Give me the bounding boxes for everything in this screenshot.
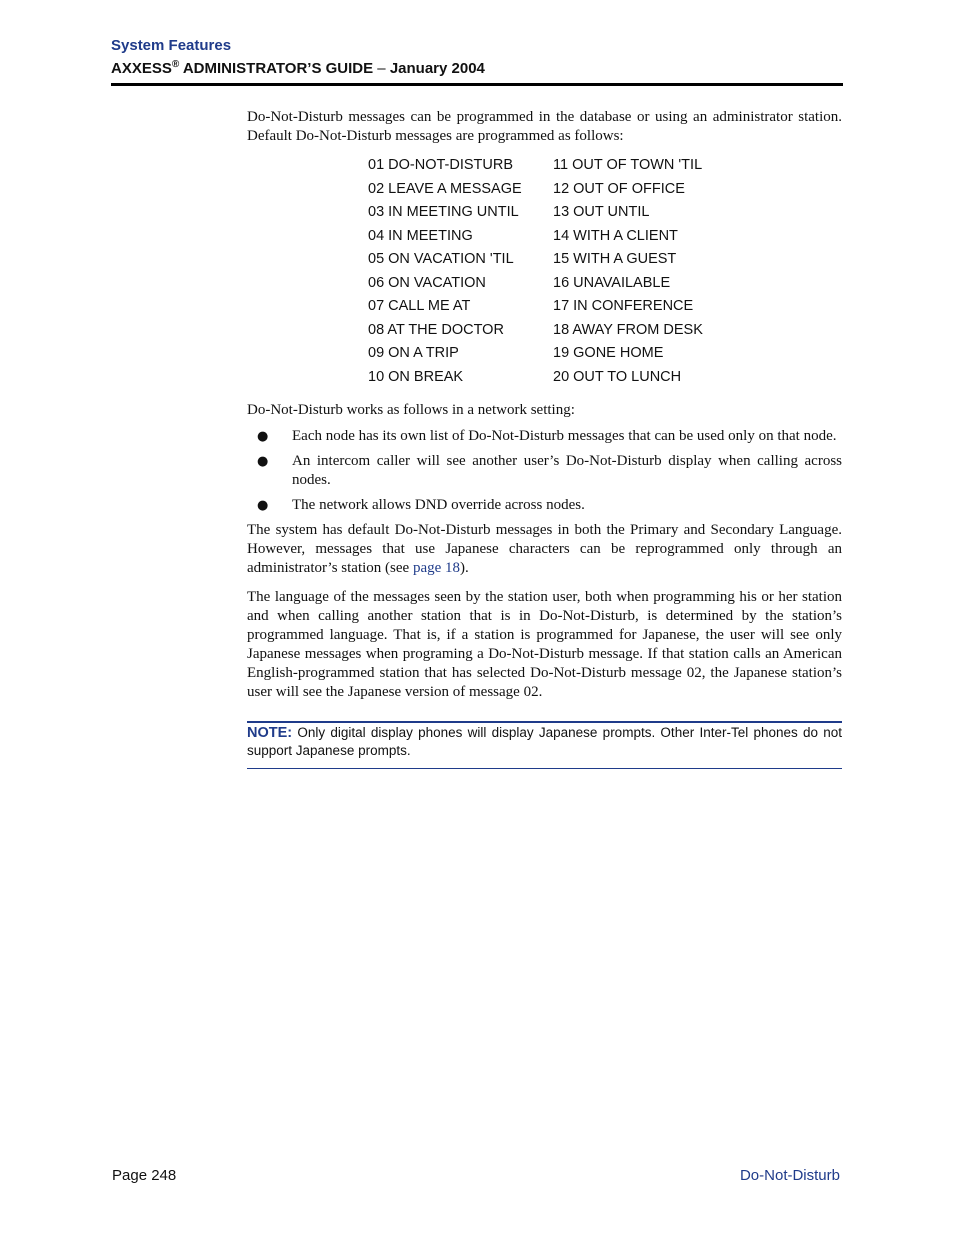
registered-mark: ® [171,59,180,70]
header-rule [111,83,843,86]
guide-name-rest: ADMINISTRATOR’S GUIDE [179,60,374,77]
station-language-paragraph: The language of the messages seen by the station user, both when programming his or her station and when calling another station that is in Do-Not-Disturb, is determined by the station’s programmed language. That is, if a station is programmed for Japanese, the user will see only Japanese messages when programing a Do-Not-Disturb message. If that station calls an American English-programmed station that has selected Do-Not-Disturb message 02, the Japanese station’s user will see the Japanese version of message 02. [247,589,842,700]
message-cell: 11 OUT OF TOWN 'TIL [553,157,703,174]
message-cell: 19 GONE HOME [553,345,664,362]
note-label: NOTE: [247,725,293,741]
language-text-after: ). [460,560,469,576]
message-cell: 13 OUT UNTIL [553,204,650,221]
note-box [247,721,842,769]
message-cell: 09 ON A TRIP [368,345,459,362]
message-row [368,319,842,343]
message-cell: 12 OUT OF OFFICE [553,180,685,197]
page-header [111,37,843,77]
title-dash: – [373,60,390,77]
message-cell: 04 IN MEETING [368,227,473,244]
guide-title [111,59,843,77]
page-number: Page 248 [112,1167,177,1184]
page-18-link[interactable]: page 18 [412,560,461,576]
intro-paragraph: Do-Not-Disturb messages can be programmed in the database or using an administrator station. Default Do-Not-Disturb messages are programmed as follows: [247,109,842,144]
network-bullet-list [247,427,842,515]
message-cell: 03 IN MEETING UNTIL [368,204,519,221]
note-text: Only digital display phones will display Japanese prompts. Other Inter-Tel phones do not support Japanese prompts. [247,725,842,758]
message-row [368,225,842,249]
message-cell: 08 AT THE DOCTOR [368,321,504,338]
dnd-message-table [368,154,842,389]
message-row [368,272,842,296]
language-paragraph [247,521,842,578]
bullet-item [247,452,842,490]
bullet-item [247,427,842,446]
message-cell: 20 OUT TO LUNCH [553,368,682,385]
main-content [247,108,842,769]
message-row [368,248,842,272]
bullet-item [247,496,842,515]
message-row [368,342,842,366]
message-cell: 01 DO-NOT-DISTURB [368,157,514,174]
guide-date: January 2004 [389,60,485,77]
message-cell: 06 ON VACATION [368,274,486,291]
message-cell: 07 CALL ME AT [368,298,471,315]
message-cell: 18 AWAY FROM DESK [553,321,703,338]
message-cell: 10 ON BREAK [368,368,464,385]
message-row [368,295,842,319]
message-cell: 17 IN CONFERENCE [553,298,694,315]
message-row [368,366,842,390]
message-row [368,154,842,178]
bullet-icon: ● [257,498,269,513]
bullet-text: The network allows DND override across nodes. [292,497,585,513]
chapter-name: Do-Not-Disturb [739,1167,840,1184]
message-row [368,178,842,202]
message-cell: 02 LEAVE A MESSAGE [368,180,522,197]
message-cell: 05 ON VACATION 'TIL [368,251,514,268]
bullet-text: An intercom caller will see another user’s Do-Not-Disturb display when calling across nodes. [292,453,842,488]
message-cell: 14 WITH A CLIENT [553,227,678,244]
bullet-icon: ● [257,454,269,469]
section-title: System Features [111,37,232,54]
guide-name: AXXESS [111,60,172,77]
network-intro: Do-Not-Disturb works as follows in a network setting: [247,402,575,418]
bullet-icon: ● [257,429,269,444]
message-cell: 16 UNAVAILABLE [553,274,671,291]
message-row [368,201,842,225]
message-cell: 15 WITH A GUEST [553,251,677,268]
language-text-before: The system has default Do-Not-Disturb messages in both the Primary and Secondary Language. However, messages that use Japanese characters can be reprogrammed only through an administrator’s station (see [247,522,842,576]
bullet-text: Each node has its own list of Do-Not-Disturb messages that can be used only on that node. [292,428,837,444]
